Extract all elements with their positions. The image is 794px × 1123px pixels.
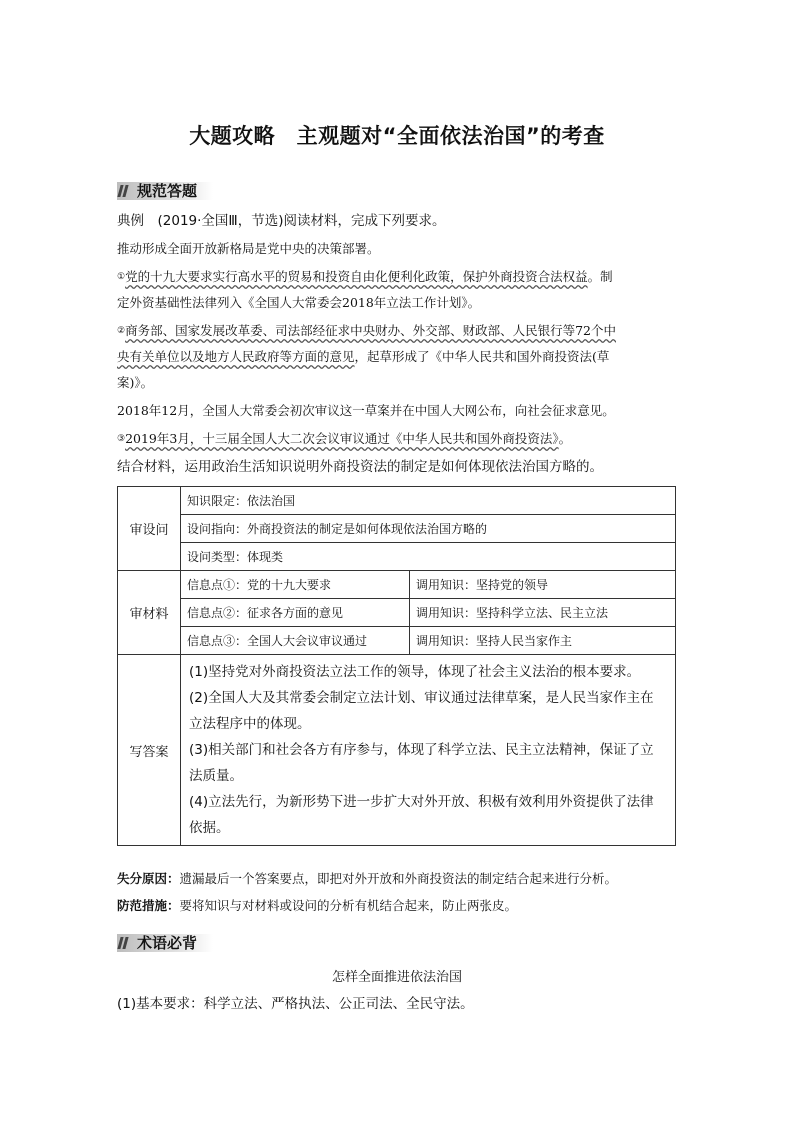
material-p4-tail: 。 (558, 431, 572, 446)
material-p2-underlined-b: 央有关单位以及地方人民政府等方面的意见 (117, 349, 355, 364)
shenshewen-row-2: 设问指向：外商投资法的制定是如何体现依法治国方略的 (181, 515, 676, 543)
answer-3: (3)相关部门和社会各方有序参与，体现了科学立法、民主立法精神，保证了立法质量。 (189, 742, 654, 784)
material-intro: 推动形成全面开放新格局是党中央的决策部署。 (117, 241, 380, 256)
material-p2-underlined-a: 商务部、国家发展改革委、司法部经征求中央财办、外交部、财政部、人民银行等72个中 (125, 323, 616, 338)
question-text: 结合材料，运用政治生活知识说明外商投资法的制定是如何体现依法治国方略的。 (117, 459, 603, 475)
material-p1-line1 (117, 268, 677, 286)
label-shenshewen: 审设问 (118, 487, 181, 571)
label-xiedaan: 写答案 (118, 655, 181, 846)
answer-1: (1)坚持党对外商投资法立法工作的领导，体现了社会主义法治的根本要求。 (189, 664, 641, 680)
example-label: 典例 (117, 213, 144, 229)
term-item-1: (1)基本要求：科学立法、严格执法、公正司法、全民守法。 (117, 996, 474, 1012)
prevention-measure (117, 897, 517, 915)
material-p2-tail: ，起草形成了《中华人民共和国外商投资法(草 (354, 349, 610, 364)
material-p1-tail: 。制 (587, 269, 613, 284)
loss-text: 遗漏最后一个答案要点，即把对外开放和外商投资法的制定结合起来进行分析。 (179, 871, 618, 886)
material-p1-line2: 定外资基础性法律列入《全国人大常委会2018年立法工作计划》。 (117, 295, 481, 310)
info-point-2: 信息点②：征求各方面的意见 (181, 599, 410, 627)
answer-4: (4)立法先行，为新形势下进一步扩大对外开放、积极有效利用外资提供了法律依据。 (189, 794, 654, 836)
marker-2: ② (117, 326, 126, 336)
section-header-label: 规范答题 (137, 182, 198, 200)
section-header-guifan (117, 180, 213, 202)
section-header-bar (117, 934, 213, 952)
section-header-bar (117, 182, 213, 200)
knowledge-1: 调用知识：坚持党的领导 (410, 571, 676, 599)
page-title: 大题攻略 主观题对“全面依法治国”的考查 (189, 124, 605, 148)
section-marker-icon (119, 937, 131, 949)
material-p2-line1 (117, 322, 677, 340)
material-p2-line3: 案)》。 (117, 375, 154, 390)
material-p1-underlined: 党的十九大要求实行高水平的贸易和投资自由化便利化政策，保护外商投资合法权益 (125, 269, 588, 284)
material-p4-underlined: 2019年3月，十三届全国人大二次会议审议通过《中华人民共和国外商投资法》 (125, 431, 559, 446)
answer-2: (2)全国人大及其常委会制定立法计划、审议通过法律草案，是人民当家作主在立法程序中的体现。 (189, 690, 654, 732)
answer-cell (181, 655, 676, 846)
marker-1: ① (117, 272, 126, 282)
knowledge-2: 调用知识：坚持科学立法、民主立法 (410, 599, 676, 627)
section-marker-icon (119, 185, 131, 197)
knowledge-3: 调用知识：坚持人民当家作主 (410, 627, 676, 655)
info-point-3: 信息点③：全国人大会议审议通过 (181, 627, 410, 655)
material-p3: 2018年12月，全国人大常委会初次审议这一草案并在中国人大网公布，向社会征求意见。 (117, 403, 615, 418)
loss-label: 失分原因： (117, 871, 180, 886)
section-header-shuyu (117, 932, 213, 954)
shenshewen-row-3: 设问类型：体现类 (181, 543, 676, 571)
material-p4 (117, 430, 677, 448)
loss-reason (117, 870, 617, 888)
analysis-table (117, 486, 676, 846)
example-heading (117, 212, 677, 230)
prevent-text: 要将知识与对材料或设问的分析有机结合起来，防止两张皮。 (179, 898, 518, 913)
example-source: (2019·全国Ⅲ，节选)阅读材料，完成下列要求。 (157, 213, 446, 229)
shenshewen-row-1: 知识限定：依法治国 (181, 487, 676, 515)
info-point-1: 信息点①：党的十九大要求 (181, 571, 410, 599)
term-title: 怎样全面推进依法治国 (331, 970, 462, 985)
prevent-label: 防范措施： (117, 898, 180, 913)
marker-3: ③ (117, 434, 126, 444)
material-p2-line2 (117, 348, 677, 366)
section-header-label: 术语必背 (137, 934, 198, 952)
label-shencailiao: 审材料 (118, 571, 181, 655)
